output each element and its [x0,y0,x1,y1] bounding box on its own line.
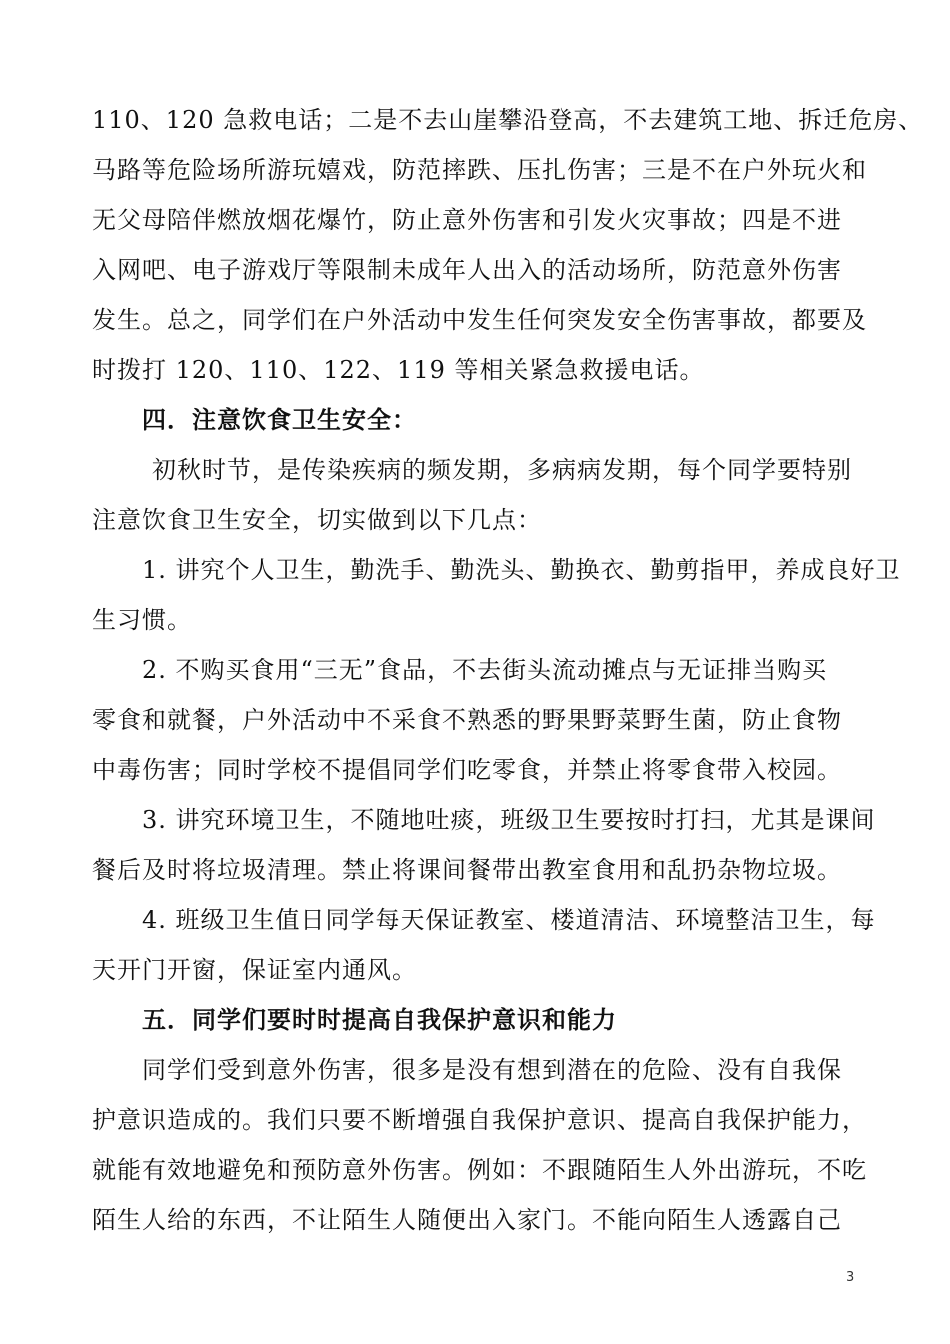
text-line: 时拨打 120、110、122、119 等相关紧急救援电话。 [92,356,705,384]
text-line: 生习惯。 [92,606,192,634]
text-line: 餐后及时将垃圾清理。禁止将课间餐带出教室食用和乱扔杂物垃圾。 [92,856,842,884]
text-line: 马路等危险场所游玩嬉戏，防范摔跌、压扎伤害；三是不在户外玩火和 [92,156,867,184]
text-line: 初秋时节，是传染疾病的频发期，多病病发期，每个同学要特别 [152,456,852,484]
list-item-2: 2. 不购买食用“三无”食品，不去街头流动摊点与无证排当购买 [142,656,828,684]
text-line: 陌生人给的东西，不让陌生人随便出入家门。不能向陌生人透露自己 [92,1206,842,1234]
page-number: 3 [846,1270,855,1285]
section-heading-5: 五．同学们要时时提高自我保护意识和能力 [142,1005,617,1034]
text-line: 天开门开窗，保证室内通风。 [92,956,417,984]
text-line: 入网吧、电子游戏厅等限制未成年人出入的活动场所，防范意外伤害 [92,256,842,284]
document-body [92,95,924,1245]
text-line: 注意饮食卫生安全，切实做到以下几点： [92,506,542,534]
text-line: 中毒伤害；同时学校不提倡同学们吃零食，并禁止将零食带入校园。 [92,756,842,784]
list-item-1: 1. 讲究个人卫生，勤洗手、勤洗头、勤换衣、勤剪指甲，养成良好卫 [142,556,901,584]
text-line: 就能有效地避免和预防意外伤害。例如：不跟随陌生人外出游玩，不吃 [92,1156,867,1184]
text-line: 护意识造成的。我们只要不断增强自我保护意识、提高自我保护能力， [92,1106,867,1134]
text-line: 110、120 急救电话；二是不去山崖攀沿登高，不去建筑工地、拆迁危房、 [92,106,924,134]
list-item-3: 3. 讲究环境卫生，不随地吐痰，班级卫生要按时打扫，尤其是课间 [142,806,876,834]
section-heading-4: 四．注意饮食卫生安全： [142,405,417,434]
list-item-4: 4. 班级卫生值日同学每天保证教室、楼道清洁、环境整洁卫生，每 [142,906,876,934]
text-line: 零食和就餐，户外活动中不采食不熟悉的野果野菜野生菌，防止食物 [92,706,842,734]
text-line: 同学们受到意外伤害，很多是没有想到潜在的危险、没有自我保 [142,1056,842,1084]
text-line: 发生。总之，同学们在户外活动中发生任何突发安全伤害事故，都要及 [92,306,867,334]
text-line: 无父母陪伴燃放烟花爆竹，防止意外伤害和引发火灾事故；四是不进 [92,206,842,234]
